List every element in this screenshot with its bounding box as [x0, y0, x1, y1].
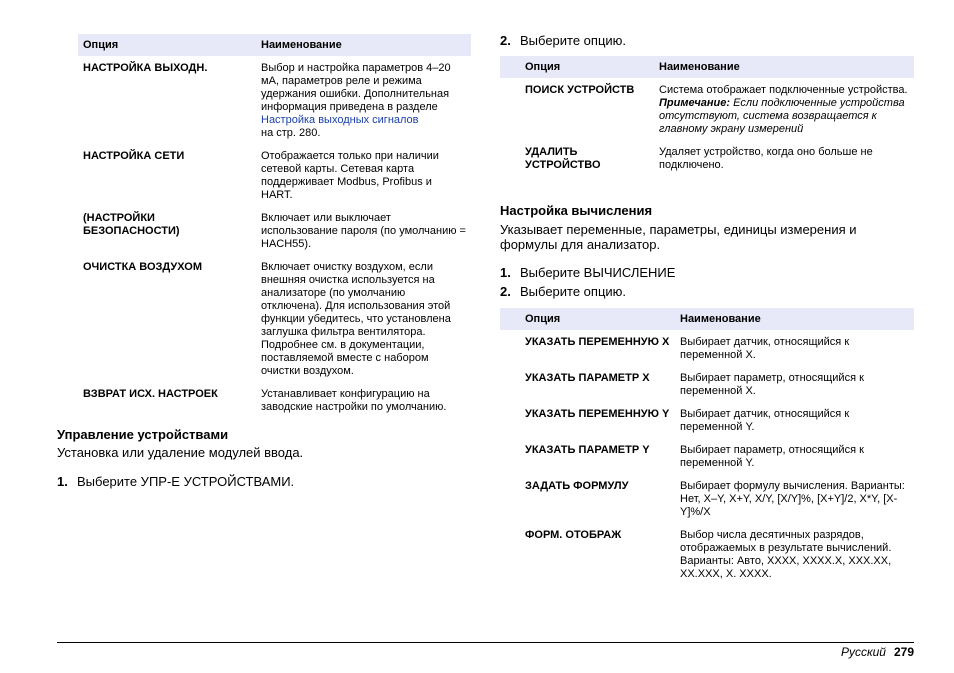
description-text: Выбор и настройка параметров 4–20 мА, параметров реле и режима удержания ошибки. Дополнительная информация приведена в разделе: [261, 62, 451, 113]
footer-language: Русский: [840, 645, 886, 659]
table-header-row: [500, 56, 914, 78]
step-number: 2.: [500, 284, 511, 299]
table-row: [500, 372, 914, 408]
description-cell: Выбирает формулу вычисления. Варианты: Нет, X–Y, X+Y, X/Y, [X/Y]%, [X+Y]/2, X*Y, [X-Y]%/X: [680, 480, 905, 518]
header-description: Наименование: [675, 308, 914, 330]
header-description: Наименование: [654, 56, 914, 78]
table-row: [500, 78, 914, 146]
device-management-text: Установка или удаление модулей ввода.: [57, 445, 304, 460]
table-row: [78, 56, 471, 150]
option-cell: ОЧИСТКА ВОЗДУХОМ: [83, 261, 202, 273]
right-column-top: [500, 56, 914, 182]
table-header-row: [78, 34, 471, 56]
output-settings-link[interactable]: Настройка выходных сигналов: [261, 114, 419, 126]
step-number: 2.: [500, 33, 511, 48]
note: [659, 97, 905, 135]
description-cell: Выбор числа десятичных разрядов, отображаемых в результате вычислений. Варианты: Авто, XXXX, XXXX.X, XXX.XX, XX.XXX, X. XXXX.: [680, 529, 892, 580]
option-cell: ЗАДАТЬ ФОРМУЛУ: [525, 480, 629, 492]
table-row: [500, 529, 914, 591]
option-cell: УКАЗАТЬ ПЕРЕМЕННУЮ Y: [525, 408, 670, 420]
output-settings-table: [78, 34, 471, 424]
table-row: [500, 146, 914, 182]
device-step-2: [500, 33, 626, 48]
note-text: Если подключенные устройства отсутствуют, система возвращается к главному экрану измерений: [659, 97, 905, 135]
calculation-step-2: [500, 284, 626, 299]
description-cell: Выбирает параметр, относящийся к переменной X.: [680, 372, 864, 397]
step-text: Выберите опцию.: [520, 284, 627, 299]
table-header-row: [500, 308, 914, 330]
table-row: [78, 261, 471, 388]
option-cell: УКАЗАТЬ ПЕРЕМЕННУЮ X: [525, 336, 670, 348]
table-row: [500, 330, 914, 372]
step-text: Выберите ВЫЧИСЛЕНИЕ: [520, 265, 676, 280]
calculation-heading: Настройка вычисления: [500, 203, 653, 218]
right-column-bottom: [500, 308, 914, 591]
table-row: [78, 388, 471, 424]
device-management-heading: Управление устройствами: [57, 427, 229, 442]
device-management-step-1: [57, 474, 294, 489]
description-cell: [654, 78, 914, 146]
description-cell: Включает очистку воздухом, если внешняя очистка используется на анализаторе (по умолчанию отключена). Для использования этой функции убедитесь, что установлена заглушка фильтра вентилятора. Подробнее см. в документации, поставляемой вместе с набором очистки воздухом.: [261, 261, 451, 377]
note-label: Примечание:: [659, 97, 731, 109]
description-cell: Устанавливает конфигурацию на заводские настройки по умолчанию.: [261, 388, 447, 413]
table-row: [78, 212, 471, 261]
step-text: Выберите опцию.: [520, 33, 627, 48]
option-cell: ФОРМ. ОТОБРАЖ: [525, 529, 622, 541]
page-ref: на стр. 280.: [261, 127, 321, 139]
option-cell: УКАЗАТЬ ПАРАМЕТР X: [525, 372, 650, 384]
option-cell: ПОИСК УСТРОЙСТВ: [525, 84, 635, 96]
description-text: Система отображает подключенные устройства.: [659, 84, 908, 96]
option-cell: ВЗВРАТ ИСХ. НАСТРОЕК: [83, 388, 218, 400]
description-cell: Отображается только при наличии сетевой карты. Сетевая карта поддерживает Modbus, Profibus и HART.: [261, 150, 439, 201]
option-cell: НАСТРОЙКА ВЫХОДН.: [83, 62, 208, 74]
description-cell: Выбирает параметр, относящийся к переменной Y.: [680, 444, 864, 469]
page-number: 279: [893, 645, 914, 659]
page-footer: [841, 645, 914, 659]
left-column: [78, 34, 471, 424]
header-option: Опция: [500, 56, 654, 78]
description-cell: Выбирает датчик, относящийся к переменной X.: [680, 336, 850, 361]
header-option: Опция: [500, 308, 675, 330]
calculation-options-table: [500, 308, 914, 591]
option-cell: НАСТРОЙКА СЕТИ: [83, 150, 185, 162]
header-description: Наименование: [256, 34, 471, 56]
header-option: Опция: [78, 34, 256, 56]
description-cell: [256, 56, 471, 150]
footer-divider: [57, 642, 914, 643]
option-cell: УДАЛИТЬ УСТРОЙСТВО: [525, 146, 601, 171]
description-cell: Включает или выключает использование пароля (по умолчанию = HACH55).: [261, 212, 466, 250]
table-row: [500, 408, 914, 444]
calculation-text: Указывает переменные, параметры, единицы измерения и формулы для анализатор.: [500, 222, 857, 252]
step-text: Выберите УПР-Е УСТРОЙСТВАМИ.: [77, 474, 295, 489]
device-options-table: [500, 56, 914, 182]
option-cell: УКАЗАТЬ ПАРАМЕТР Y: [525, 444, 650, 456]
table-row: [500, 444, 914, 480]
calculation-step-1: [500, 265, 675, 280]
table-row: [500, 480, 914, 529]
option-cell: (НАСТРОЙКИ БЕЗОПАСНОСТИ): [83, 212, 180, 237]
description-cell: Удаляет устройство, когда оно больше не подключено.: [659, 146, 873, 171]
table-row: [78, 150, 471, 212]
description-cell: Выбирает датчик, относящийся к переменной Y.: [680, 408, 850, 433]
step-number: 1.: [57, 474, 68, 489]
step-number: 1.: [500, 265, 511, 280]
